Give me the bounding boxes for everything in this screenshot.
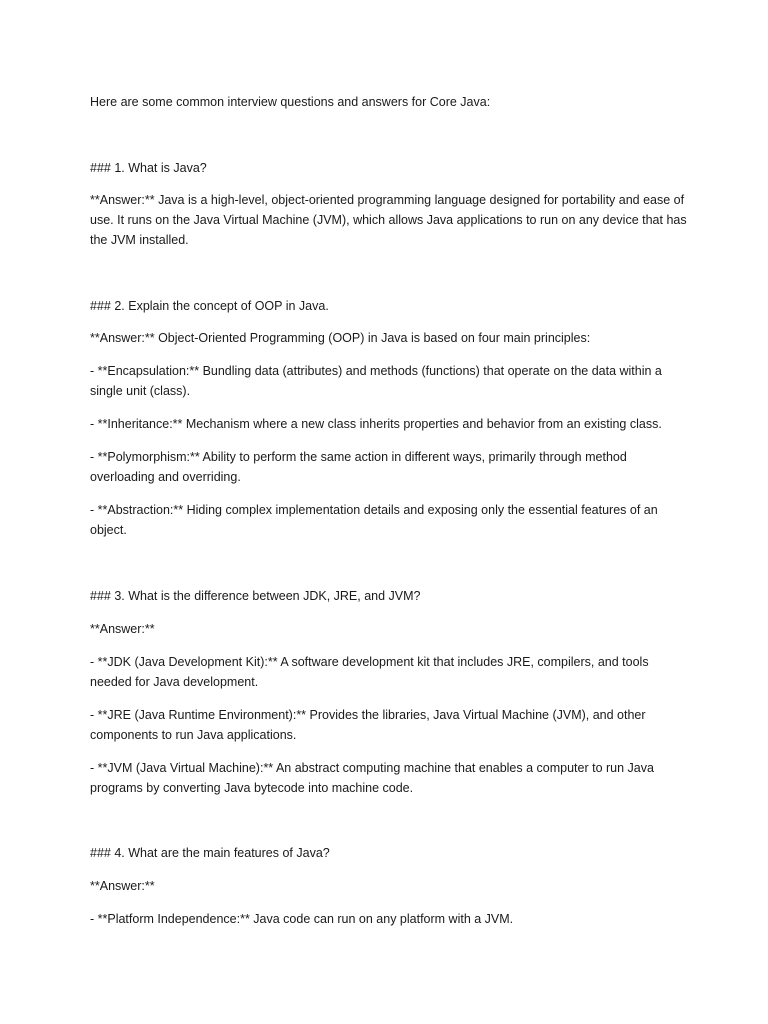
list-item-abstraction: - **Abstraction:** Hiding complex implementation details and exposing only the essential features of an object.	[90, 503, 662, 537]
question-4-heading: ### 4. What are the main features of Java?	[90, 846, 330, 860]
list-item-jvm: - **JVM (Java Virtual Machine):** An abstract computing machine that enables a computer to run Java programs by converting Java bytecode into machine code.	[90, 761, 658, 795]
question-2-answer: **Answer:** Object-Oriented Programming (OOP) in Java is based on four main principles:	[90, 331, 591, 345]
question-4-answer: **Answer:**	[90, 879, 155, 893]
question-3-heading: ### 3. What is the difference between JDK, JRE, and JVM?	[90, 589, 421, 603]
question-2-heading: ### 2. Explain the concept of OOP in Java.	[90, 299, 329, 313]
list-item-inheritance: - **Inheritance:** Mechanism where a new class inherits properties and behavior from an existing class.	[90, 417, 662, 431]
list-item-encapsulation: - **Encapsulation:** Bundling data (attributes) and methods (functions) that operate on the data within a single unit (class).	[90, 364, 666, 398]
list-item-jdk: - **JDK (Java Development Kit):** A software development kit that includes JRE, compilers, and tools needed for Java development.	[90, 655, 653, 689]
question-3-answer: **Answer:**	[90, 622, 155, 636]
list-item-jre: - **JRE (Java Runtime Environment):** Provides the libraries, Java Virtual Machine (JVM), and other components to run Java applications.	[90, 708, 650, 742]
list-item-polymorphism: - **Polymorphism:** Ability to perform the same action in different ways, primarily through method overloading and overriding.	[90, 450, 631, 484]
question-1-answer: **Answer:** Java is a high-level, object-oriented programming language designed for portability and ease of use. It runs on the Java Virtual Machine (JVM), which allows Java applications to run on any device that has the JVM installed.	[90, 193, 691, 247]
question-1-heading: ### 1. What is Java?	[90, 161, 207, 175]
intro-text: Here are some common interview questions and answers for Core Java:	[90, 95, 491, 109]
list-item-platform-independence: - **Platform Independence:** Java code can run on any platform with a JVM.	[90, 912, 514, 926]
